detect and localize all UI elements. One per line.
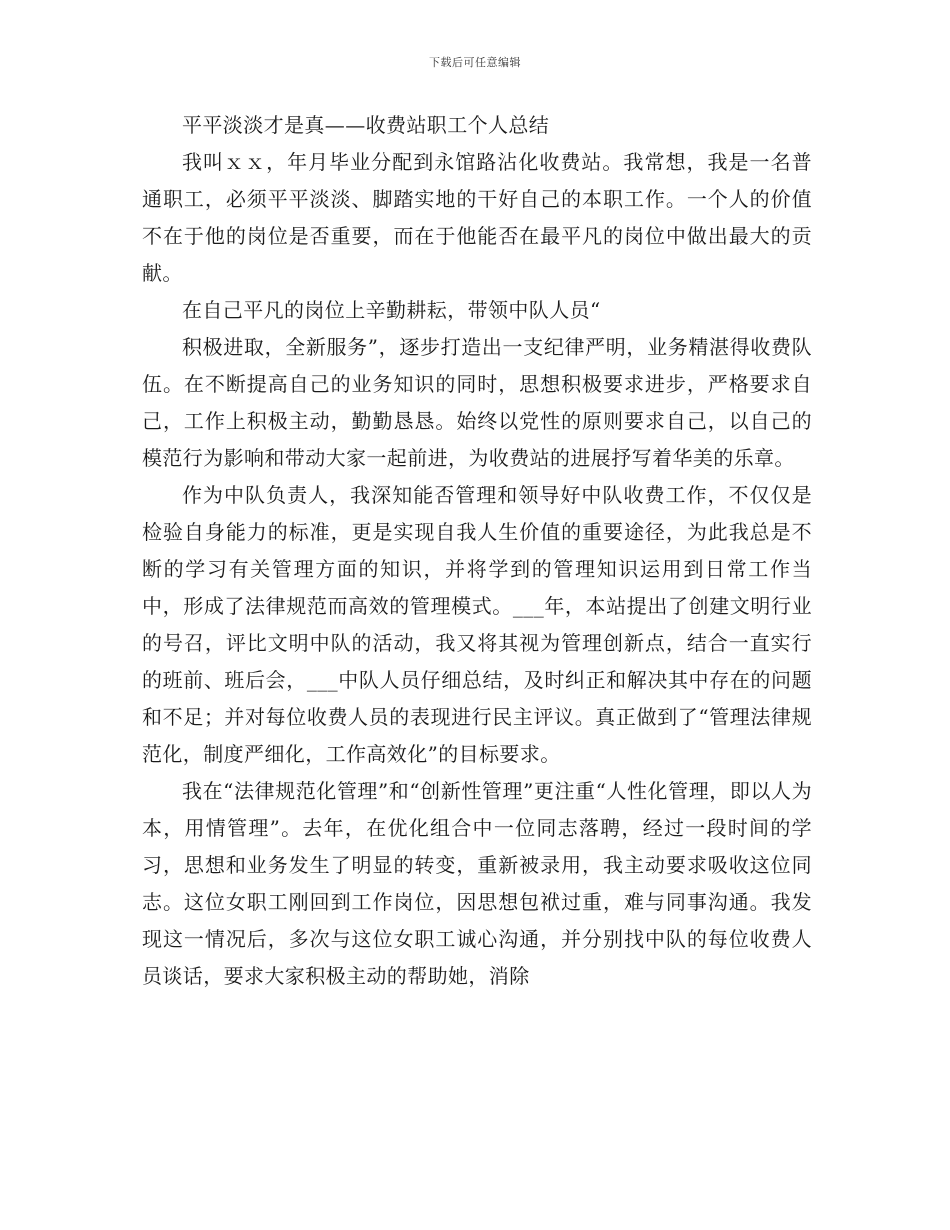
document-body xyxy=(142,107,812,995)
paragraph-1: 我叫ｘｘ，年月毕业分配到永馆路沾化收费站。我常想，我是一名普通职工，必须平平淡淡、脚踏实地的干好自己的本职工作。一个人的价值不在于他的岗位是否重要，而在于他能否在最平凡的岗位中做出最大的贡献。 xyxy=(142,150,812,285)
paragraph-4: 作为中队负责人，我深知能否管理和领导好中队收费工作，不仅仅是检验自身能力的标准，更是实现自我人生价值的重要途径，为此我总是不断的学习有关管理方面的知识，并将学到的管理知识运用到日常工作当中，形成了法律规范而高效的管理模式。___年，本站提出了创建文明行业的号召，评比文明中队的活动，我又将其视为管理创新点，结合一直实行的班前、班后会，___中队人员仔细总结，及时纠正和解决其中存在的问题和不足；并对每位收费人员的表现进行民主评议。真正做到了“管理法律规范化，制度严细化，工作高效化”的目标要求。 xyxy=(142,483,812,766)
paragraph-5: 我在“法律规范化管理”和“创新性管理”更注重“人性化管理，即以人为本，用情管理”。去年，在优化组合中一位同志落聘，经过一段时间的学习，思想和业务发生了明显的转变，重新被录用，我主动要求吸收这位同志。这位女职工刚回到工作岗位，因思想包袱过重，难与同事沟通。我发现这一情况后，多次与这位女职工诚心沟通，并分别找中队的每位收费人员谈话，要求大家积极主动的帮助她，消除 xyxy=(142,779,812,988)
header-note: 下载后可任意编辑 xyxy=(429,56,521,69)
paragraph-2: 在自己平凡的岗位上辛勤耕耘，带领中队人员“ xyxy=(182,298,601,322)
document-title: 平平淡淡才是真——收费站职工个人总结 xyxy=(182,113,550,137)
paragraph-3: 积极进取，全新服务”，逐步打造出一支纪律严明，业务精湛得收费队伍。在不断提高自己的业务知识的同时，思想积极要求进步，严格要求自己，工作上积极主动，勤勤恳恳。始终以党性的原则要求自己，以自己的模范行为影响和带动大家一起前进，为收费站的进展抒写着华美的乐章。 xyxy=(142,335,812,470)
